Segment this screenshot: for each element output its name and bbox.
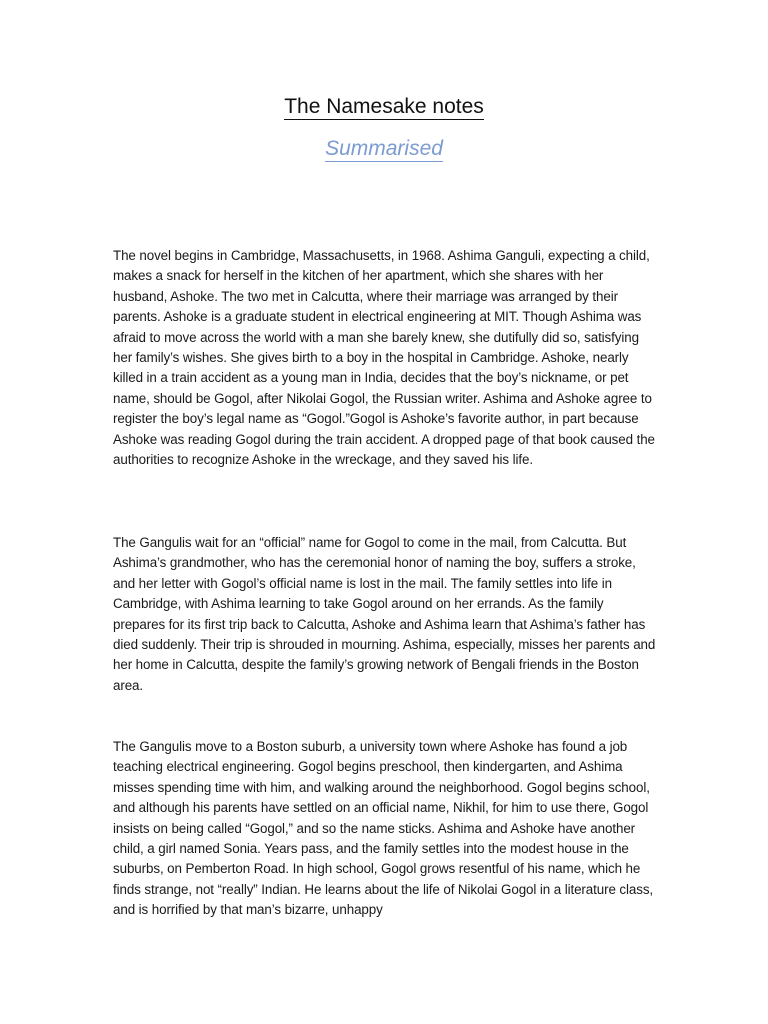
paragraph-2: The Gangulis wait for an “official” name for Gogol to come in the mail, from Calcutta. But Ashima’s grandmother, who has the ceremonial honor of naming the boy, suffers a stroke, and her letter with Gogol’s official name is lost in the mail. The family settles into life in Cambridge, with Ashima learning to take Gogol around on her errands. As the family prepares for its first trip back to Calcutta, Ashoke and Ashima learn that Ashima’s father has died suddenly. Their trip is shrouded in mourning. Ashima, especially, misses her parents and her home in Calcutta, despite the family’s growing network of Bengali friends in the Boston area. [113,535,656,693]
paragraph-3: The Gangulis move to a Boston suburb, a university town where Ashoke has found a job teaching electrical engineering. Gogol begins preschool, then kindergarten, and Ashima misses spending time with him, and walking around the neighborhood. Gogol begins school, and although his parents have settled on an official name, Nikhil, for him to use there, Gogol insists on being called “Gogol,” and so the name sticks. Ashima and Ashoke have another child, a girl named Sonia. Years pass, and the family settles into the modest house in the suburbs, on Pemberton Road. In high school, Gogol grows resentful of his name, which he finds strange, not “really” Indian. He learns about the life of Nikolai Gogol in a literature class, and is horrified by that man’s bizarre, unhappy [113,739,654,918]
document-title-text: The Namesake notes [284,95,484,118]
document-subtitle [0,136,768,162]
document-subtitle-text: Summarised [325,137,443,160]
document-title [0,94,768,120]
paragraph-1: The novel begins in Cambridge, Massachusetts, in 1968. Ashima Ganguli, expecting a child, makes a snack for herself in the kitchen of her apartment, which she shares with her husband, Ashoke. The two met in Calcutta, where their marriage was arranged by their parents. Ashoke is a graduate student in electrical engineering at MIT. Though Ashima was afraid to move across the world with a man she barely knew, she dutifully did so, satisfying her family’s wishes. She gives birth to a boy in the hospital in Cambridge. Ashoke, nearly killed in a train accident as a young man in India, decides that the boy’s nickname, or pet name, should be Gogol, after Nikolai Gogol, the Russian writer. Ashima and Ashoke agree to register the boy’s legal name as “Gogol.”Gogol is Ashoke’s favorite author, in part because Ashoke was reading Gogol during the train accident. A dropped page of that book caused the authorities to recognize Ashoke in the wreckage, and they saved his life. [113,248,655,468]
